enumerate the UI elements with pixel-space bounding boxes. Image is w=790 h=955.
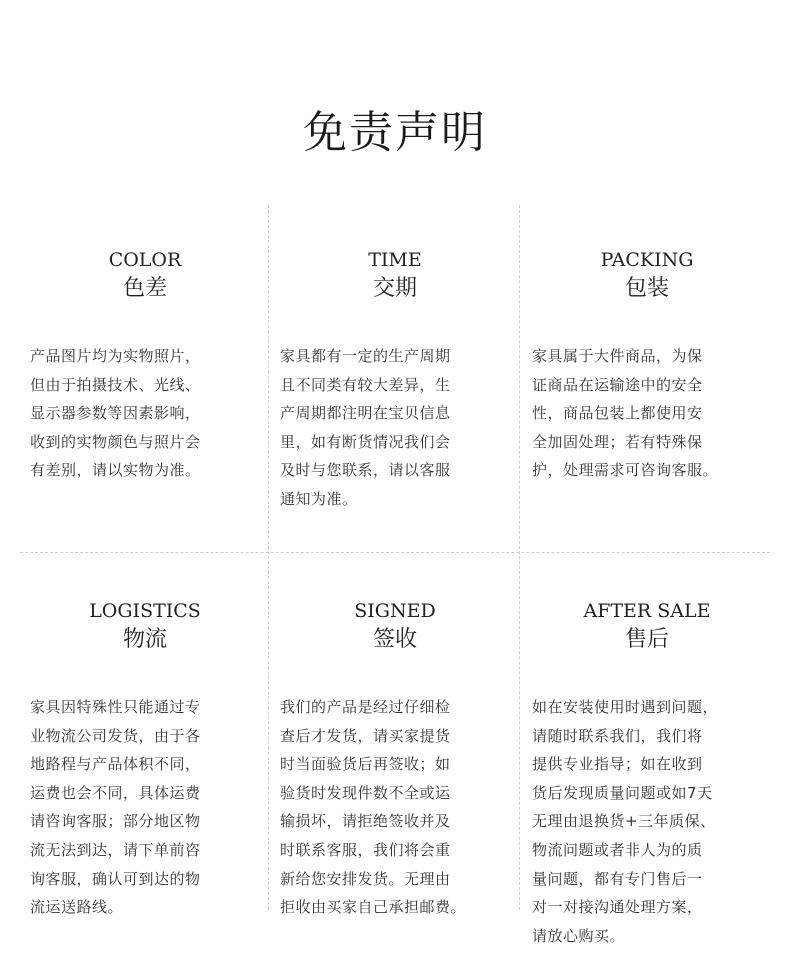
body-line: 我们的产品是经过仔细检 — [280, 698, 451, 716]
body-line: 及时与您联系，请以客服 — [280, 461, 451, 480]
body-line: 请咨询客服；部分地区物 — [30, 812, 201, 831]
body-line: 物流问题或者非人为的质 — [532, 840, 703, 859]
body-line: 无理由退换货+三年质保、 — [532, 812, 716, 831]
body-line: 证商品在运输途中的安全 — [532, 375, 703, 394]
body-line: 里，如有断货情况我们会 — [280, 432, 451, 451]
grid-divider-vertical-2 — [519, 205, 520, 910]
body-line: 询客服，确认可到达的物 — [30, 869, 201, 888]
body-line: 家具属于大件商品，为保 — [532, 347, 703, 365]
body-line: 货后发现质量问题或如7天 — [532, 783, 713, 802]
body-line: 新给您安排发货。无理由 — [280, 869, 451, 888]
section-heading-cn: 签收 — [372, 627, 417, 652]
section-heading-cn: 色差 — [122, 276, 167, 301]
section-heading-cn: 包装 — [624, 276, 669, 301]
body-line: 产周期都注明在宝贝信息 — [280, 404, 451, 423]
section-heading-cn: 物流 — [122, 627, 167, 652]
body-line: 请放心购买。 — [532, 926, 626, 945]
section-heading-cn: 交期 — [372, 276, 417, 301]
body-line: 收到的实物颜色与照片会 — [30, 432, 201, 451]
body-line: 但由于拍摄技术、光线、 — [30, 375, 201, 394]
section-heading-en: AFTER SALE — [583, 600, 711, 622]
section-heading-en: SIGNED — [354, 600, 436, 622]
section-after-sale — [532, 599, 762, 950]
section-time — [280, 248, 510, 514]
section-body — [280, 342, 510, 514]
body-line: 性，商品包装上都使用安 — [532, 404, 703, 423]
section-body — [280, 693, 510, 922]
body-line: 业物流公司发货，由于各 — [30, 726, 201, 745]
body-line: 流无法到达，请下单前咨 — [30, 840, 201, 859]
body-line: 如在安装使用时遇到问题， — [532, 698, 719, 716]
body-line: 请随时联系我们，我们将 — [532, 726, 703, 745]
body-line: 护，处理需求可咨询客服。 — [532, 461, 719, 480]
body-line: 量问题，都有专门售后一 — [532, 869, 703, 888]
body-line: 且不同类有较大差异，生 — [280, 375, 451, 394]
page-title: 免责声明 — [303, 107, 487, 158]
section-body — [532, 342, 762, 485]
body-line: 显示器参数等因素影响， — [30, 404, 201, 423]
body-line: 时当面验货后再签收；如 — [280, 755, 451, 774]
grid-divider-horizontal — [20, 552, 770, 553]
grid-divider-vertical-1 — [268, 205, 269, 910]
body-line: 运费也会不同，具体运费 — [30, 783, 201, 802]
body-line: 家具因特殊性只能通过专 — [30, 698, 201, 716]
body-line: 家具都有一定的生产周期 — [280, 347, 451, 365]
section-color — [30, 248, 260, 485]
body-line: 查后才发货，请买家提货 — [280, 726, 451, 745]
body-line: 产品图片均为实物照片， — [30, 347, 201, 365]
section-heading-en: TIME — [368, 249, 422, 271]
section-body — [30, 693, 260, 922]
body-line: 全加固处理；若有特殊保 — [532, 432, 703, 451]
body-line: 对一对接沟通处理方案， — [532, 898, 703, 917]
body-line: 验货时发现件数不全或运 — [280, 783, 451, 802]
body-line: 通知为准。 — [280, 489, 358, 508]
section-signed — [280, 599, 510, 922]
section-heading-en: COLOR — [108, 249, 182, 271]
section-body — [30, 342, 260, 485]
body-line: 时联系客服，我们将会重 — [280, 840, 451, 859]
body-line: 输损坏，请拒绝签收并及 — [280, 812, 451, 831]
section-heading-en: LOGISTICS — [89, 600, 201, 622]
body-line: 提供专业指导；如在收到 — [532, 755, 703, 774]
section-body — [532, 693, 762, 950]
body-line: 有差别，请以实物为准。 — [30, 461, 201, 480]
section-packing — [532, 248, 762, 485]
section-logistics — [30, 599, 260, 922]
body-line: 流运送路线。 — [30, 898, 124, 917]
section-heading-cn: 售后 — [624, 627, 669, 652]
section-heading-en: PACKING — [600, 249, 694, 271]
body-line: 地路程与产品体积不同， — [30, 755, 201, 774]
body-line: 拒收由买家自己承担邮费。 — [280, 898, 467, 917]
